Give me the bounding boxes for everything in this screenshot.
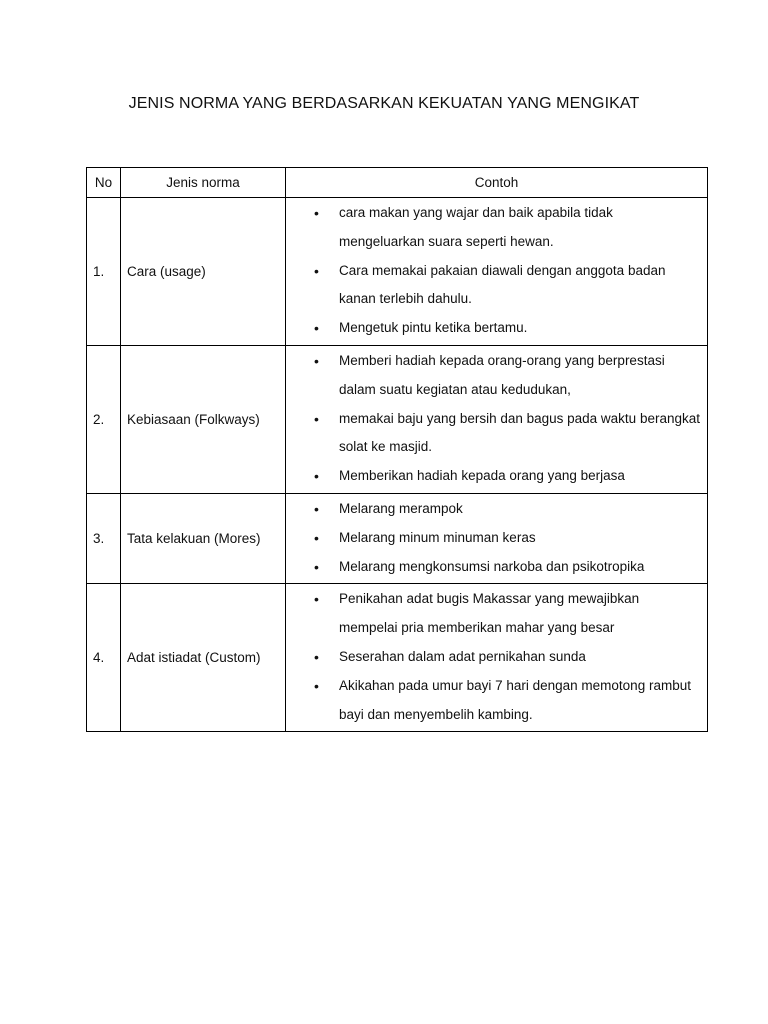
list-item: • Melarang merampok <box>314 495 701 524</box>
row-jenis-norma: Kebiasaan (Folkways) <box>121 345 286 493</box>
row-number: 2. <box>87 345 121 493</box>
list-item: • Cara memakai pakaian diawali dengan anggota badan kanan terlebih dahulu. <box>314 257 701 315</box>
row-contoh <box>286 584 708 732</box>
table-row <box>87 345 708 493</box>
row-contoh <box>286 493 708 583</box>
row-contoh <box>286 198 708 346</box>
list-item: • Melarang minum minuman keras <box>314 524 701 553</box>
list-item: • memakai baju yang bersih dan bagus pada waktu berangkat solat ke masjid. <box>314 405 701 463</box>
table-row <box>87 584 708 732</box>
list-item: • Melarang mengkonsumsi narkoba dan psikotropika <box>314 553 701 582</box>
header-no: No <box>87 168 121 198</box>
list-item: • Akikahan pada umur bayi 7 hari dengan memotong rambut bayi dan menyembelih kambing. <box>314 672 701 730</box>
row-contoh <box>286 345 708 493</box>
list-item: • Penikahan adat bugis Makassar yang mewajibkan mempelai pria memberikan mahar yang besar <box>314 585 701 643</box>
table-row <box>87 493 708 583</box>
table-row <box>87 198 708 346</box>
header-jenis-norma: Jenis norma <box>121 168 286 198</box>
contoh-list <box>314 495 701 581</box>
row-number: 4. <box>87 584 121 732</box>
document-title: JENIS NORMA YANG BERDASARKAN KEKUATAN YANG MENGIKAT <box>128 95 640 112</box>
list-item: • Seserahan dalam adat pernikahan sunda <box>314 643 701 672</box>
contoh-list <box>314 585 701 729</box>
list-item: • cara makan yang wajar dan baik apabila tidak mengeluarkan suara seperti hewan. <box>314 199 701 257</box>
norma-table <box>86 167 708 732</box>
row-jenis-norma: Adat istiadat (Custom) <box>121 584 286 732</box>
list-item: • Mengetuk pintu ketika bertamu. <box>314 314 701 343</box>
row-jenis-norma: Tata kelakuan (Mores) <box>121 493 286 583</box>
list-item: • Memberikan hadiah kepada orang yang berjasa <box>314 462 701 491</box>
row-number: 1. <box>87 198 121 346</box>
table-header-row <box>87 168 708 198</box>
header-contoh: Contoh <box>286 168 708 198</box>
list-item: • Memberi hadiah kepada orang-orang yang berprestasi dalam suatu kegiatan atau kedudukan, <box>314 347 701 405</box>
contoh-list <box>314 199 701 343</box>
row-number: 3. <box>87 493 121 583</box>
contoh-list <box>314 347 701 491</box>
row-jenis-norma: Cara (usage) <box>121 198 286 346</box>
